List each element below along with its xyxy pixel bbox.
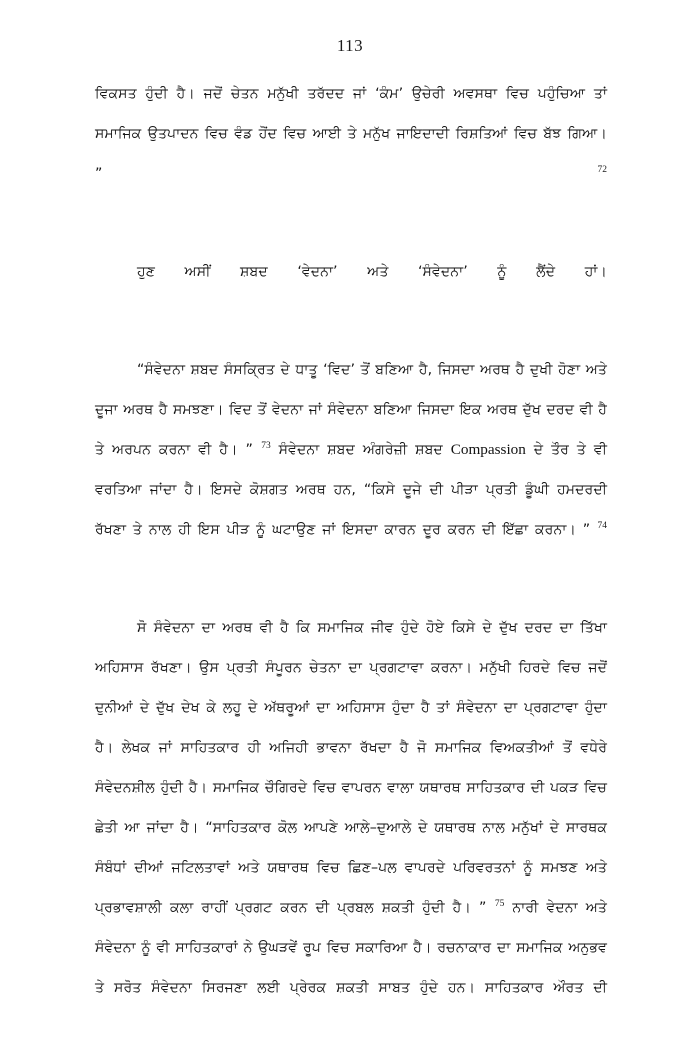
paragraph: “ਸੰਵੇਦਨਾ ਸ਼ਬਦ ਸੰਸਕ੍ਰਿਤ ਦੇ ਧਾਤੂ ‘ਵਿਦ’ ਤੋਂ ਬਣਿਆ ਹੈ, ਜਿਸਦਾ ਅਰਥ ਹੈ ਦੁਖੀ ਹੋਣਾ ਅਤੇ ਦੂਜਾ ਅਰਥ ਹੈ ਸਮਝਣਾ। ਵਿਦ ਤੋਂ ਵੇਦਨਾ ਜਾਂ ਸੰਵੇਦਨਾ ਬਣਿਆ ਜਿਸਦਾ ਇਕ ਅਰਥ ਦੁੱਖ ਦਰਦ ਵੀ ਹੈ ਤੇ ਅਰਪਨ ਕਰਨਾ ਵੀ ਹੈ। ” $^{73}$ ਸੰਵੇਦਨਾ ਸ਼ਬਦ ਅੰਗਰੇਜ਼ੀ ਸ਼ਬਦ Compassion ਦੇ ਤੌਰ ਤੇ ਵੀ ਵਰਤਿਆ ਜਾਂਦਾ ਹੈ। ਇਸਦੇ ਕੋਸ਼ਗਤ ਅਰਥ ਹਨ, “ਕਿਸੇ ਦੂਜੇ ਦੀ ਪੀੜਾ ਪ੍ਰਤੀ ਡੂੰਘੀ ਹਮਦਰਦੀ ਰੱਖਣਾ ਤੇ ਨਾਲ ਹੀ ਇਸ ਪੀੜ ਨੂੰ ਘਟਾਉਣ ਜਾਂ ਇਸਦਾ ਕਾਰਨ ਦੂਰ ਕਰਨ ਦੀ ਇੱਛਾ ਕਰਨਾ। ” $^{74}$ xyxy=(95,362,608,538)
footnote-reference: 73 xyxy=(261,441,271,452)
footnote-reference: 75 xyxy=(494,899,505,910)
latin-term: Compassion xyxy=(450,441,526,458)
paragraph: ਸੋ ਸੰਵੇਦਨਾ ਦਾ ਅਰਥ ਵੀ ਹੈ ਕਿ ਸਮਾਜਿਕ ਜੀਵ ਹੁੰਦੇ ਹੋਏ ਕਿਸੇ ਦੇ ਦੁੱਖ ਦਰਦ ਦਾ ਤਿੱਖਾ ਅਹਿਸਾਸ ਰੱਖਣਾ। ਉਸ ਪ੍ਰਤੀ ਸੰਪੂਰਨ ਚੇਤਨਾ ਦਾ ਪ੍ਰਗਟਾਵਾ ਕਰਨਾ। ਮਨੁੱਖੀ ਹਿਰਦੇ ਵਿਚ ਜਦੋਂ ਦੁਨੀਆਂ ਦੇ ਦੁੱਖ ਦੇਖ ਕੇ ਲਹੂ ਦੇ ਅੱਥਰੂਆਂ ਦਾ ਅਹਿਸਾਸ ਹੁੰਦਾ ਹੈ ਤਾਂ ਸੰਵੇਦਨਾ ਦਾ ਪ੍ਰਗਟਾਵਾ ਹੁੰਦਾ ਹੈ। ਲੇਖਕ ਜਾਂ ਸਾਹਿਤਕਾਰ ਹੀ ਅਜਿਹੀ ਭਾਵਨਾ ਰੱਖਦਾ ਹੈ ਜੋ ਸਮਾਜਿਕ ਵਿਅਕਤੀਆਂ ਤੋਂ ਵਧੇਰੇ ਸੰਵੇਦਨਸ਼ੀਲ ਹੁੰਦੀ ਹੈ। ਸਮਾਜਿਕ ਚੌਗਿਰਦੇ ਵਿਚ ਵਾਪਰਨ ਵਾਲਾ ਯਥਾਰਥ ਸਾਹਿਤਕਾਰ ਦੀ ਪਕੜ ਵਿਚ ਛੇਤੀ ਆ ਜਾਂਦਾ ਹੈ। “ਸਾਹਿਤਕਾਰ ਕੋਲ ਆਪਣੇ ਆਲੇ–ਦੁਆਲੇ ਦੇ ਯਥਾਰਥ ਨਾਲ ਮਨੁੱਖਾਂ ਦੇ ਸਾਰਥਕ ਸੰਬੰਧਾਂ ਦੀਆਂ ਜਟਿਲਤਾਵਾਂ ਅਤੇ ਯਥਾਰਥ ਵਿਚ ਛਿਣ–ਪਲ ਵਾਪਰਦੇ ਪਰਿਵਰਤਨਾਂ ਨੂੰ ਸਮਝਣ ਅਤੇ ਪ੍ਰਭਾਵਸ਼ਾਲੀ ਕਲਾ ਰਾਹੀਂ ਪ੍ਰਗਟ ਕਰਨ ਦੀ ਪ੍ਰਬਲ ਸ਼ਕਤੀ ਹੁੰਦੀ ਹੈ। ” $^{75}$ ਨਾਰੀ ਵੇਦਨਾ ਅਤੇ ਸੰਵੇਦਨਾ ਨੂੰ ਵੀ ਸਾਹਿਤਕਾਰਾਂ ਨੇ ਉਘੜਵੇਂ ਰੂਪ ਵਿਚ ਸਕਾਰਿਆ ਹੈ। ਰਚਨਾਕਾਰ ਦਾ ਸਮਾਜਿਕ ਅਨੁਭਵ ਤੇ ਸਰੋਤ ਸੰਵੇਦਨਾ ਸਿਰਜਣਾ ਲਈ ਪ੍ਰੇਰਕ ਸ਼ਕਤੀ ਸਾਬਤ ਹੁੰਦੇ ਹਨ। ਸਾਹਿਤਕਾਰ ਔਰਤ ਦੀ xyxy=(95,620,607,996)
page-number: 113 xyxy=(336,36,364,55)
page-text-body xyxy=(95,74,607,1048)
paragraph: ਹੁਣ ਅਸੀਂ ਸ਼ਬਦ ‘ਵੇਦਨਾ’ ਅਤੇ ‘ਸੰਵੇਦਨਾ’ ਨੂੰ ਲੈਂਦੇ ਹਾਂ। xyxy=(137,264,607,280)
footnote-reference: 72 xyxy=(597,165,607,176)
paragraph: ਵਿਕਸਤ ਹੁੰਦੀ ਹੈ। ਜਦੋਂ ਚੇਤਨ ਮਨੁੱਖੀ ਤਰੱਦਦ ਜਾਂ ‘ਕੰਮ’ ਉਚੇਰੀ ਅਵਸਥਾ ਵਿਚ ਪਹੁੰਚਿਆ ਤਾਂ ਸਮਾਜਿਕ ਉਤਪਾਦਨ ਵਿਚ ਵੰਡ ਹੋਂਦ ਵਿਚ ਆਈ ਤੇ ਮਨੁੱਖ ਜਾਇਦਾਦੀ ਰਿਸ਼ਤਿਆਂ ਵਿਚ ਬੱਝ ਗਿਆ। ” $^{72}$ xyxy=(95,86,607,182)
footnote-reference: 74 xyxy=(597,521,607,532)
